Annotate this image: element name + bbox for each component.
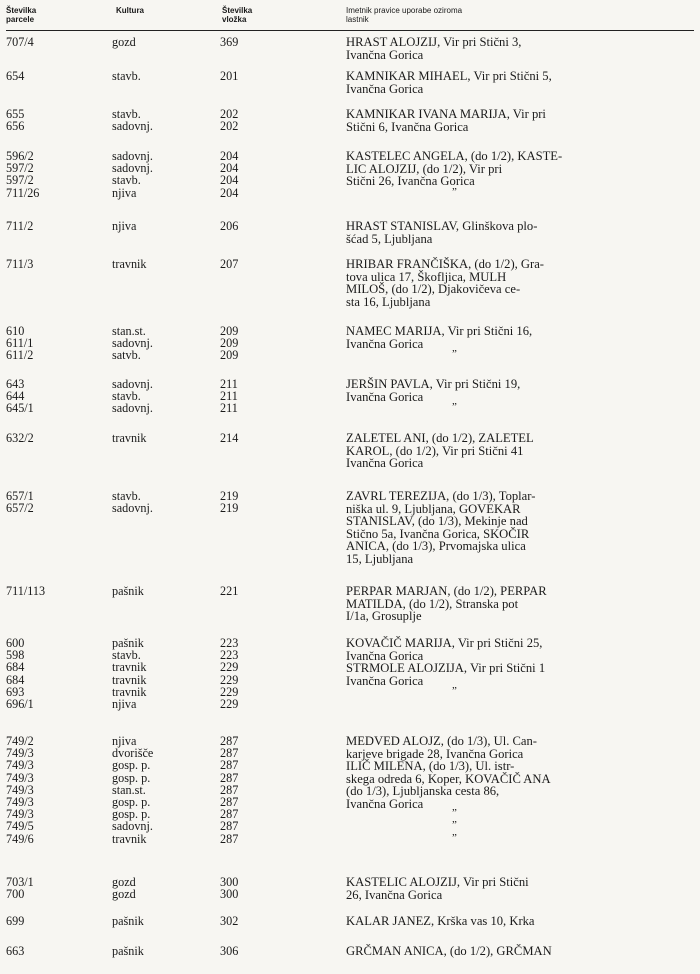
- deposit-number: 219: [220, 501, 239, 516]
- owner-text: [346, 876, 651, 901]
- culture: travnik: [112, 257, 147, 271]
- deposit-number: 287: [220, 770, 239, 785]
- parcel-number: 749/3: [6, 770, 34, 785]
- owner-line: karjeve brigade 28, Ivančna Gorica: [346, 746, 524, 761]
- owner-line: KAROL, (do 1/2), Vir pri Stični 41: [346, 443, 524, 458]
- parcel-number: 696/1: [6, 697, 34, 711]
- owner-line: GRČMAN ANICA, (do 1/2), GRČMAN: [346, 944, 552, 958]
- culture: travnik: [112, 684, 147, 699]
- parcel-number: 644: [6, 389, 25, 404]
- owner-line: HRAST STANISLAV, Glinškova plo-: [346, 219, 538, 233]
- culture: njiva: [112, 185, 137, 200]
- culture: pašnik: [112, 944, 144, 958]
- header-line: Številka: [222, 6, 253, 15]
- ditto-mark: ”: [452, 807, 457, 820]
- parcel-number: 707/4: [6, 35, 34, 49]
- parcel-number: 597/2: [6, 161, 34, 176]
- deposit-number: 202: [220, 119, 239, 134]
- owner-text: [346, 585, 651, 623]
- culture: dvorišče: [112, 746, 154, 761]
- parcel-number: 700: [6, 887, 25, 902]
- deposit-number: 300: [220, 875, 239, 889]
- deposit-number: 287: [220, 758, 239, 773]
- deposit-number: 214: [220, 431, 239, 445]
- owner-line: Stični 26, Ivančna Gorica: [346, 174, 475, 188]
- parcel-number: 597/2: [6, 173, 34, 188]
- parcel-number: 749/2: [6, 734, 34, 748]
- parcel-number: 663: [6, 944, 25, 958]
- deposit-number: 302: [220, 914, 239, 928]
- owner-line: ILIČ MILENA, (do 1/3), Ul. istr-: [346, 759, 515, 773]
- culture: gosp. p.: [112, 770, 151, 785]
- deposit-number: 229: [220, 672, 239, 687]
- deposit-number: 202: [220, 107, 239, 121]
- parcel-number: 711/3: [6, 257, 34, 271]
- deposit-number: 209: [220, 324, 239, 338]
- parcel-number: 684: [6, 660, 25, 675]
- culture: travnik: [112, 431, 147, 445]
- ditto-mark: ”: [452, 831, 457, 844]
- deposit-number: 287: [220, 746, 239, 761]
- deposit-number: 211: [220, 377, 238, 391]
- owner-text: [346, 432, 651, 470]
- deposit-number: 223: [220, 636, 239, 650]
- column-header-parcel-number: [6, 6, 36, 24]
- culture: sadovnj.: [112, 501, 153, 516]
- culture: pašnik: [112, 584, 144, 598]
- culture: stavb.: [112, 107, 141, 121]
- parcel-number: 749/3: [6, 746, 34, 761]
- owner-line: Ivančna Gorica: [346, 673, 424, 688]
- parcel-number: 703/1: [6, 875, 34, 889]
- culture: sadovnj.: [112, 819, 153, 834]
- owner-line: MATILDA, (do 1/2), Stranska pot: [346, 596, 519, 611]
- ditto-mark: ”: [452, 819, 457, 832]
- owner-line: JERŠIN PAVLA, Vir pri Stični 19,: [346, 377, 521, 391]
- parcel-number: 656: [6, 119, 25, 134]
- ditto-mark: ”: [452, 185, 457, 198]
- owner-line: ANICA, (do 1/3), Prvomajska ulica: [346, 539, 526, 553]
- parcel-number: 657/2: [6, 501, 34, 516]
- owner-text: [346, 108, 651, 133]
- column-header-owner: [346, 6, 462, 24]
- owner-line: Stično 5a, Ivančna Gorica, SKOČIR: [346, 526, 530, 541]
- culture: gosp. p.: [112, 807, 151, 822]
- deposit-number: 204: [220, 185, 239, 200]
- owner-line: STRMOLE ALOJZIJA, Vir pri Stični 1: [346, 661, 546, 675]
- culture: sadovnj.: [112, 336, 153, 351]
- owner-line: HRIBAR FRANČIŠKA, (do 1/2), Gra-: [346, 257, 545, 271]
- owner-text: [346, 325, 651, 350]
- parcel-number: 699: [6, 914, 25, 928]
- deposit-number: 369: [220, 35, 239, 49]
- owner-line: MEDVED ALOJZ, (do 1/3), Ul. Can-: [346, 734, 537, 748]
- parcel-number: 711/26: [6, 185, 40, 200]
- header-line: Imetnik pravice uporabe oziroma: [346, 6, 463, 15]
- owner-line: šćad 5, Ljubljana: [346, 231, 433, 246]
- header-line: Kultura: [116, 6, 144, 15]
- parcel-number: 632/2: [6, 431, 34, 445]
- parcel-number: 654: [6, 69, 25, 83]
- owner-line: ZALETEL ANI, (do 1/2), ZALETEL: [346, 431, 534, 445]
- deposit-number: 211: [220, 401, 238, 416]
- culture: stavb.: [112, 389, 141, 404]
- culture: pašnik: [112, 914, 144, 928]
- parcel-number: 596/2: [6, 149, 34, 163]
- parcel-number: 749/3: [6, 807, 34, 822]
- parcel-number: 643: [6, 377, 25, 391]
- deposit-number: 229: [220, 684, 239, 699]
- deposit-number: 287: [220, 795, 239, 809]
- owner-text: [346, 378, 651, 403]
- culture: sadovnj.: [112, 119, 153, 134]
- owner-line: HRAST ALOJZIJ, Vir pri Stični 3,: [346, 35, 522, 49]
- owner-line: MILOŠ, (do 1/2), Djakovičeva ce-: [346, 282, 521, 296]
- column-header-deposit-number: [222, 6, 252, 24]
- culture: stavb.: [112, 173, 141, 188]
- owner-line: STANISLAV, (do 1/3), Mekinje nad: [346, 514, 528, 528]
- parcel-number: 655: [6, 107, 25, 121]
- culture: stavb.: [112, 648, 141, 663]
- ditto-mark: ”: [452, 348, 457, 361]
- owner-line: PERPAR MARJAN, (do 1/2), PERPAR: [346, 584, 547, 598]
- deposit-number: 204: [220, 149, 239, 163]
- owner-line: KAMNIKAR MIHAEL, Vir pri Stični 5,: [346, 69, 552, 83]
- culture: sadovnj.: [112, 161, 153, 176]
- deposit-number: 209: [220, 348, 239, 363]
- ditto-mark: ”: [452, 684, 457, 697]
- owner-text: [346, 220, 651, 245]
- deposit-number: 287: [220, 819, 239, 834]
- owner-line: Ivančna Gorica: [346, 47, 424, 62]
- deposit-number: 287: [220, 782, 239, 797]
- owner-line: tova ulica 17, Škofljica, MULH: [346, 269, 507, 284]
- deposit-number: 206: [220, 219, 239, 233]
- culture: njiva: [112, 219, 137, 233]
- owner-text: [346, 735, 651, 810]
- parcel-number: 657/1: [6, 489, 34, 503]
- culture: sadovnj.: [112, 401, 153, 416]
- owner-line: KAMNIKAR IVANA MARIJA, Vir pri: [346, 107, 546, 121]
- deposit-number: 201: [220, 69, 239, 83]
- deposit-number: 204: [220, 161, 239, 176]
- deposit-number: 287: [220, 831, 239, 846]
- owner-text: [346, 915, 651, 928]
- parcel-number: 749/5: [6, 819, 34, 834]
- deposit-number: 229: [220, 660, 239, 675]
- owner-line: Ivančna Gorica: [346, 648, 424, 663]
- owner-text: [346, 36, 651, 61]
- deposit-number: 287: [220, 734, 239, 748]
- culture: gosp. p.: [112, 758, 151, 773]
- owner-text: [346, 150, 651, 188]
- owner-line: LIC ALOJZIJ, (do 1/2), Vir pri: [346, 161, 503, 176]
- header-line: lastnik: [346, 15, 369, 24]
- owner-line: Ivančna Gorica: [346, 456, 424, 470]
- owner-text: [346, 490, 651, 565]
- parcel-number: 711/113: [6, 584, 46, 598]
- culture: pašnik: [112, 636, 144, 650]
- culture: travnik: [112, 672, 147, 687]
- deposit-number: 229: [220, 697, 239, 711]
- owner-line: (do 1/3), Ljubljanska cesta 86,: [346, 784, 500, 798]
- parcel-number: 684: [6, 672, 25, 687]
- culture: gosp. p.: [112, 795, 151, 809]
- parcel-number: 749/6: [6, 831, 34, 846]
- culture: satvb.: [112, 348, 141, 363]
- owner-line: 15, Ljubljana: [346, 551, 414, 566]
- owner-line: KOVAČIČ MARIJA, Vir pri Stični 25,: [346, 636, 543, 650]
- deposit-number: 209: [220, 336, 239, 351]
- culture: gozd: [112, 887, 136, 902]
- culture: stavb.: [112, 69, 141, 83]
- owner-line: niška ul. 9, Ljubljana, GOVEKAR: [346, 501, 521, 516]
- parcel-number: 611/1: [6, 336, 34, 351]
- culture: travnik: [112, 660, 147, 675]
- header-rule: [6, 30, 694, 31]
- culture: travnik: [112, 831, 147, 846]
- parcel-number: 645/1: [6, 401, 34, 416]
- ditto-mark: ”: [452, 401, 457, 414]
- culture: sadovnj.: [112, 149, 153, 163]
- owner-line: sta 16, Ljubljana: [346, 294, 431, 309]
- owner-line: KALAR JANEZ, Krška vas 10, Krka: [346, 914, 535, 928]
- parcel-number: 749/3: [6, 795, 34, 809]
- parcel-number: 610: [6, 324, 25, 338]
- owner-text: [346, 637, 651, 687]
- owner-line: Ivančna Gorica: [346, 796, 424, 811]
- owner-text: [346, 70, 651, 95]
- header-line: Številka: [6, 6, 37, 15]
- owner-line: 26, Ivančna Gorica: [346, 887, 443, 902]
- culture: gozd: [112, 35, 136, 49]
- owner-line: Stični 6, Ivančna Gorica: [346, 119, 469, 134]
- owner-line: NAMEC MARIJA, Vir pri Stični 16,: [346, 324, 533, 338]
- parcel-number: 749/3: [6, 758, 34, 773]
- column-header-culture: [116, 6, 144, 15]
- deposit-number: 219: [220, 489, 239, 503]
- deposit-number: 221: [220, 584, 239, 598]
- deposit-number: 223: [220, 648, 239, 663]
- owner-line: KASTELIC ALOJZIJ, Vir pri Stični: [346, 875, 529, 889]
- owner-line: Ivančna Gorica: [346, 81, 424, 96]
- culture: njiva: [112, 697, 137, 711]
- owner-line: skega odreda 6, Koper, KOVAČIČ ANA: [346, 771, 551, 786]
- owner-text: [346, 258, 651, 308]
- header-line: vložka: [222, 15, 247, 24]
- culture: stan.st.: [112, 782, 146, 797]
- owner-line: KASTELEC ANGELA, (do 1/2), KASTE-: [346, 149, 563, 163]
- owner-line: ZAVRL TEREZIJA, (do 1/3), Toplar-: [346, 489, 536, 503]
- parcel-number: 600: [6, 636, 25, 650]
- culture: njiva: [112, 734, 137, 748]
- deposit-number: 207: [220, 257, 239, 271]
- header-line: parcele: [6, 15, 35, 24]
- parcel-number: 611/2: [6, 348, 34, 363]
- parcel-number: 693: [6, 684, 25, 699]
- parcel-number: 598: [6, 648, 25, 663]
- deposit-number: 211: [220, 389, 238, 404]
- owner-line: Ivančna Gorica: [346, 389, 424, 404]
- deposit-number: 287: [220, 807, 239, 822]
- culture: sadovnj.: [112, 377, 153, 391]
- owner-line: I/1a, Grosuplje: [346, 609, 422, 623]
- parcel-number: 749/3: [6, 782, 34, 797]
- owner-line: Ivančna Gorica: [346, 336, 424, 351]
- culture: stan.st.: [112, 324, 146, 338]
- culture: gozd: [112, 875, 136, 889]
- owner-text: [346, 945, 651, 958]
- deposit-number: 204: [220, 173, 239, 188]
- deposit-number: 300: [220, 887, 239, 902]
- parcel-number: 711/2: [6, 219, 34, 233]
- deposit-number: 306: [220, 944, 239, 958]
- culture: stavb.: [112, 489, 141, 503]
